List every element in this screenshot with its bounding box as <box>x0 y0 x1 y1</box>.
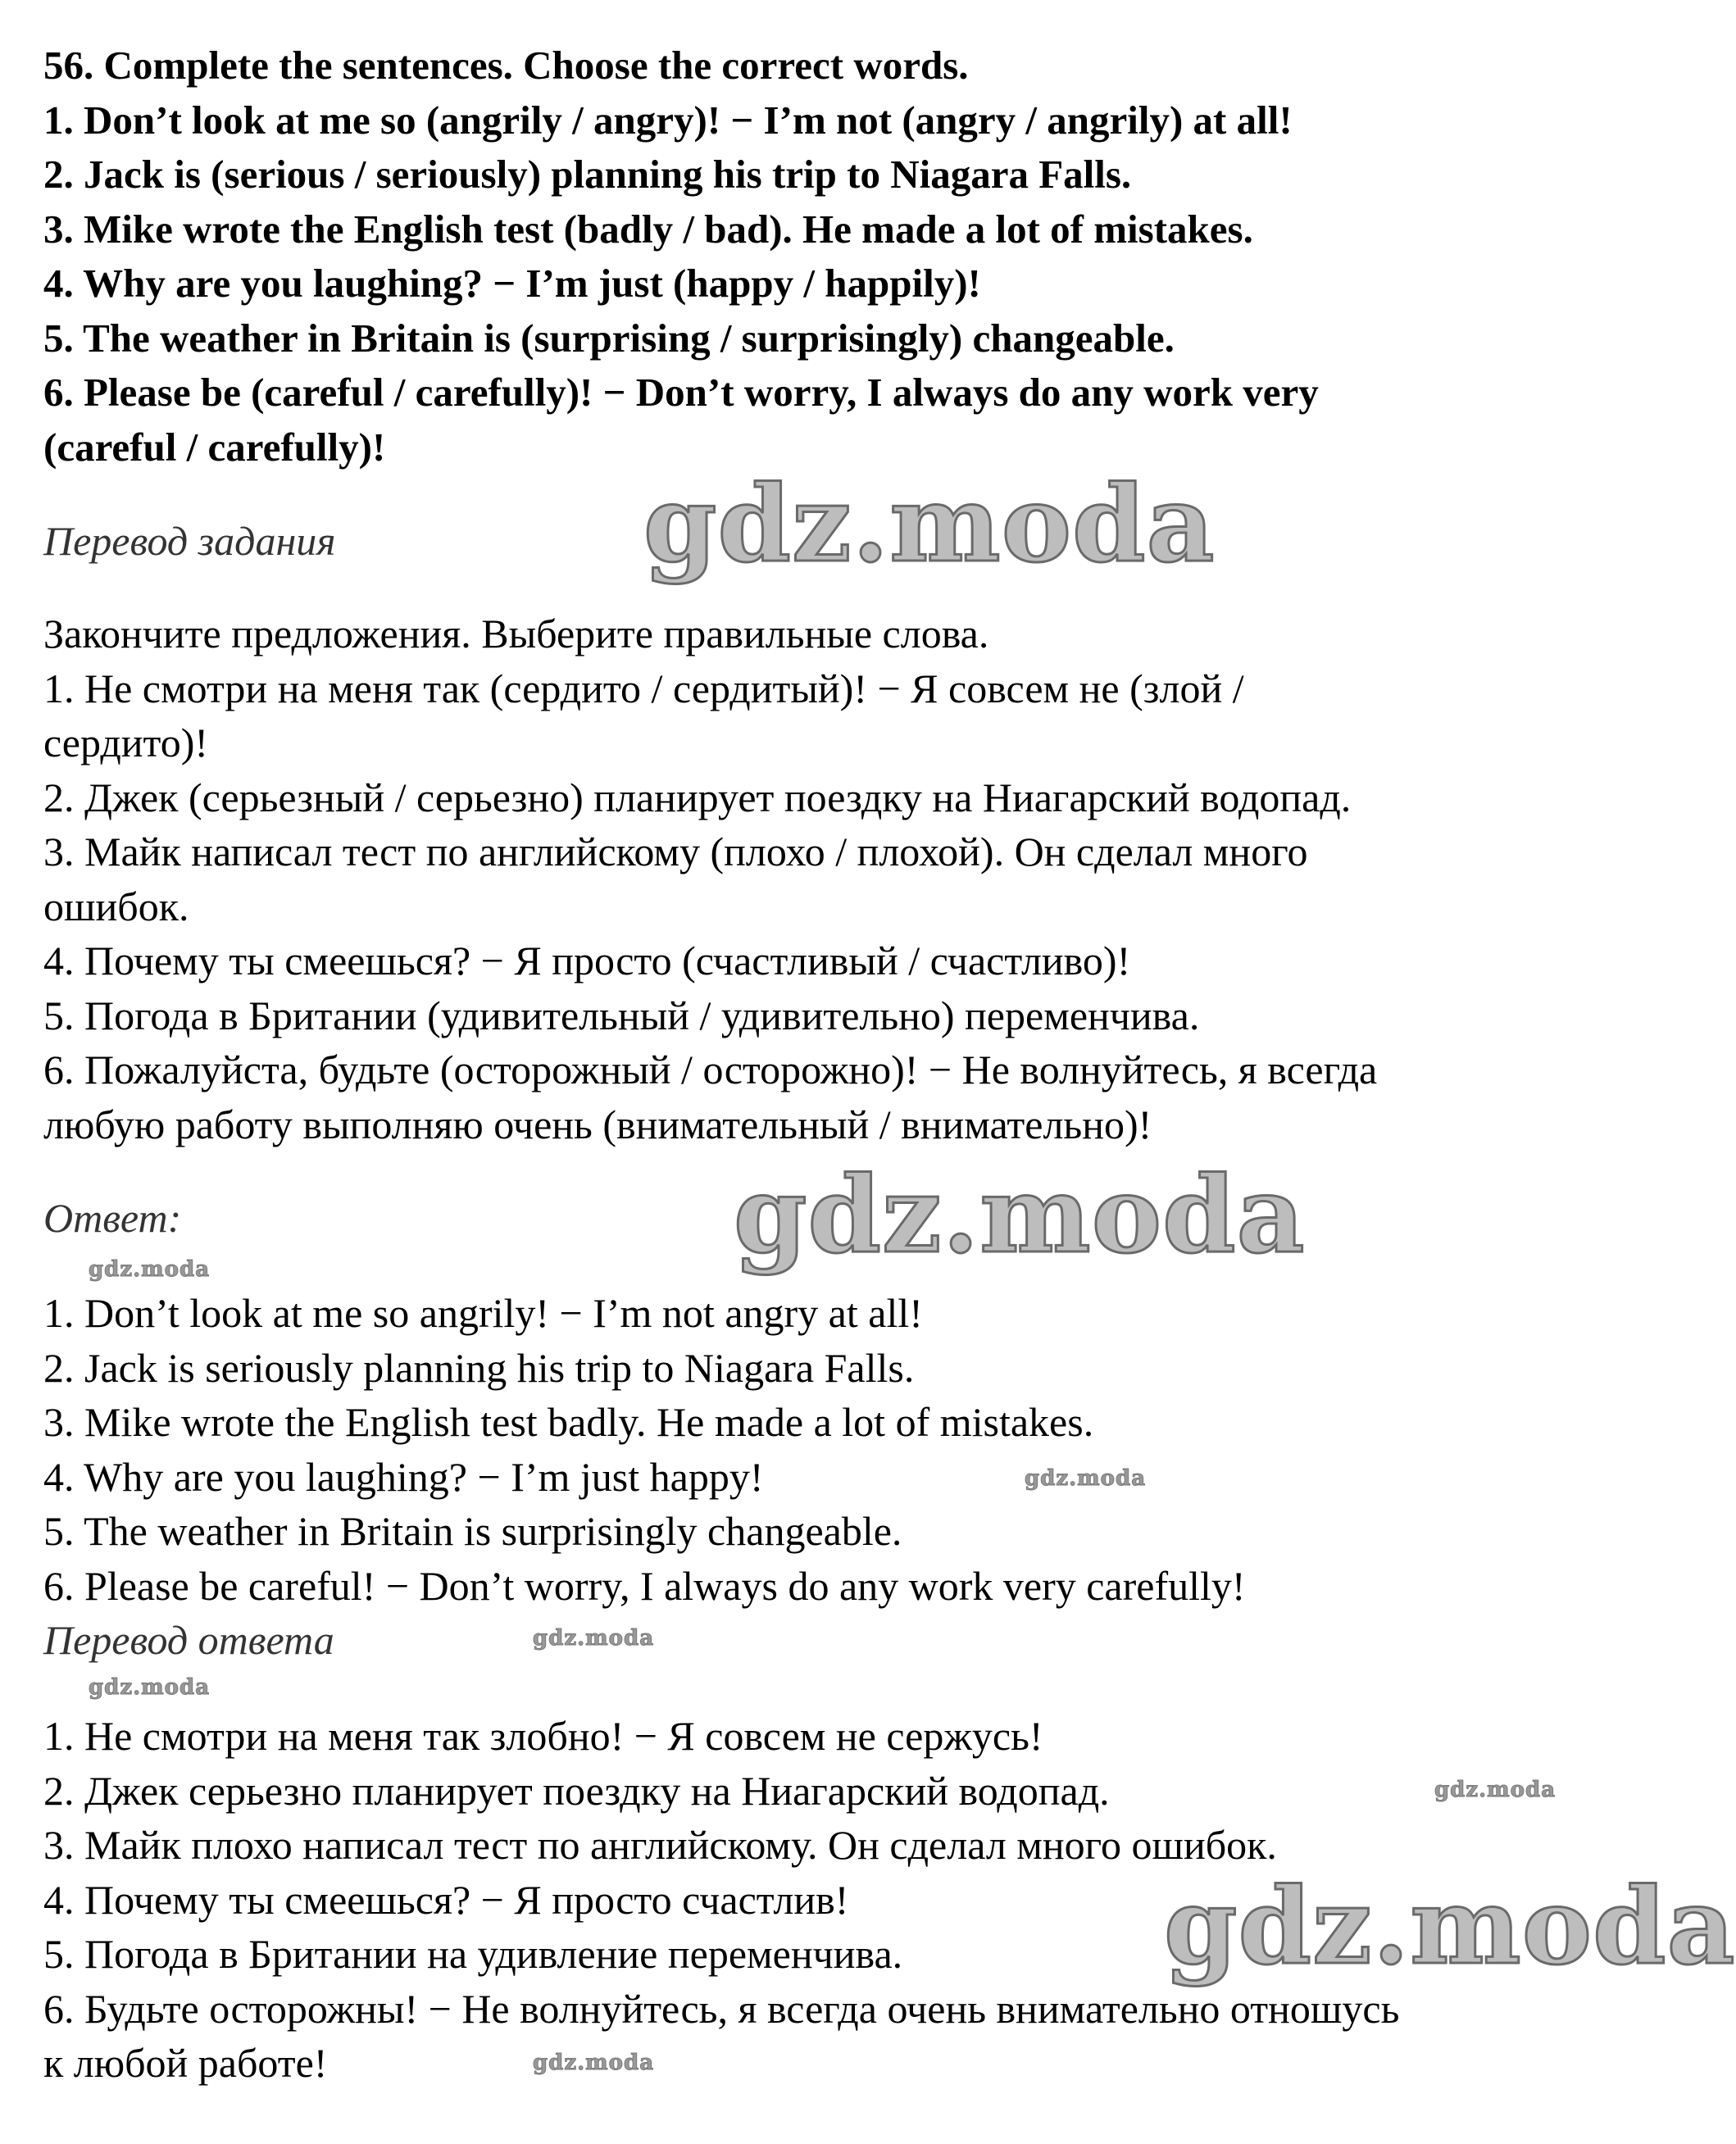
answer-translation-line: 6. Будьте осторожны! − Не волнуйтесь, я всегда очень внимательно отношусь <box>43 1985 1400 2032</box>
translation-line: Закончите предложения. Выберите правильные слова. <box>43 611 989 656</box>
task-block <box>43 39 1319 475</box>
watermark: gdz.moda <box>1434 1778 1556 1802</box>
answer-translation-line: 1. Не смотри на меня так злобно! − Я совсем не сержусь! <box>43 1713 1043 1759</box>
task-translation-block <box>43 606 1377 1151</box>
answer-line: 5. The weather in Britain is surprisingly changeable. <box>43 1508 902 1554</box>
answer-translation-line: 4. Почему ты смеешься? − Я просто счастлив! <box>43 1876 849 1923</box>
answer-translation-line: 5. Погода в Британии на удивление переменчива. <box>43 1931 903 1977</box>
task-line: 2. Jack is (serious / seriously) planning his trip to Niagara Falls. <box>43 152 1132 197</box>
answer-line: 6. Please be careful! − Don’t worry, I always do any work very carefully! <box>43 1562 1246 1609</box>
watermark: gdz.moda <box>89 1675 211 1700</box>
task-line: 5. The weather in Britain is (surprising / surprisingly) changeable. <box>43 315 1175 361</box>
watermark: gdz.moda <box>643 463 1216 586</box>
answer-translation-heading: Перевод ответа <box>43 1617 334 1663</box>
translation-line: 2. Джек (серьезный / серьезно) планирует поездку на Ниагарский водопад. <box>43 774 1352 820</box>
answer-line: 1. Don’t look at me so angrily! − I’m not angry at all! <box>43 1290 923 1336</box>
translation-line: ошибок. <box>43 883 189 929</box>
watermark: gdz.moda <box>89 1257 211 1282</box>
task-line: 6. Please be (careful / carefully)! − Don’t worry, I always do any work very <box>43 370 1319 415</box>
answer-line: 4. Why are you laughing? − I’m just happy! <box>43 1453 764 1500</box>
watermark: gdz.moda <box>533 2051 655 2075</box>
task-line: (careful / carefully)! <box>43 424 386 470</box>
watermark: gdz.moda <box>734 1154 1306 1277</box>
answer-line: 3. Mike wrote the English test badly. He made a lot of mistakes. <box>43 1399 1094 1445</box>
task-translation-heading: Перевод задания <box>43 518 336 564</box>
translation-line: любую работу выполняю очень (внимательный / внимательно)! <box>43 1101 1152 1147</box>
translation-line: 5. Погода в Британии (удивительный / удивительно) переменчива. <box>43 992 1200 1038</box>
watermark: gdz.moda <box>1164 1865 1736 1988</box>
task-line: 3. Mike wrote the English test (badly / bad). He made a lot of mistakes. <box>43 206 1253 252</box>
task-title: 56. Complete the sentences. Choose the correct words. <box>43 43 969 88</box>
answer-heading: Ответ: <box>43 1195 182 1241</box>
watermark: gdz.moda <box>1025 1466 1147 1491</box>
translation-line: 1. Не смотри на меня так (сердито / сердитый)! − Я совсем не (злой / <box>43 665 1244 711</box>
translation-line: 3. Майк написал тест по английскому (плохо / плохой). Он сделал много <box>43 829 1308 874</box>
answer-translation-line: 2. Джек серьезно планирует поездку на Ниагарский водопад. <box>43 1767 1110 1814</box>
answer-translation-line: к любой работе! <box>43 2040 328 2086</box>
task-line: 4. Why are you laughing? − I’m just (happy / happily)! <box>43 261 981 306</box>
answer-block <box>43 1286 1246 1613</box>
answer-line: 2. Jack is seriously planning his trip to Niagara Falls. <box>43 1344 915 1391</box>
translation-line: сердито)! <box>43 720 209 765</box>
translation-line: 6. Пожалуйста, будьте (осторожный / осторожно)! − Не волнуйтесь, я всегда <box>43 1047 1378 1092</box>
translation-line: 4. Почему ты смеешься? − Я просто (счастливый / счастливо)! <box>43 938 1131 983</box>
watermark: gdz.moda <box>533 1626 655 1651</box>
task-line: 1. Don’t look at me so (angrily / angry)! − I’m not (angry / angrily) at all! <box>43 97 1293 143</box>
answer-translation-line: 3. Майк плохо написал тест по английскому. Он сделал много ошибок. <box>43 1822 1277 1868</box>
